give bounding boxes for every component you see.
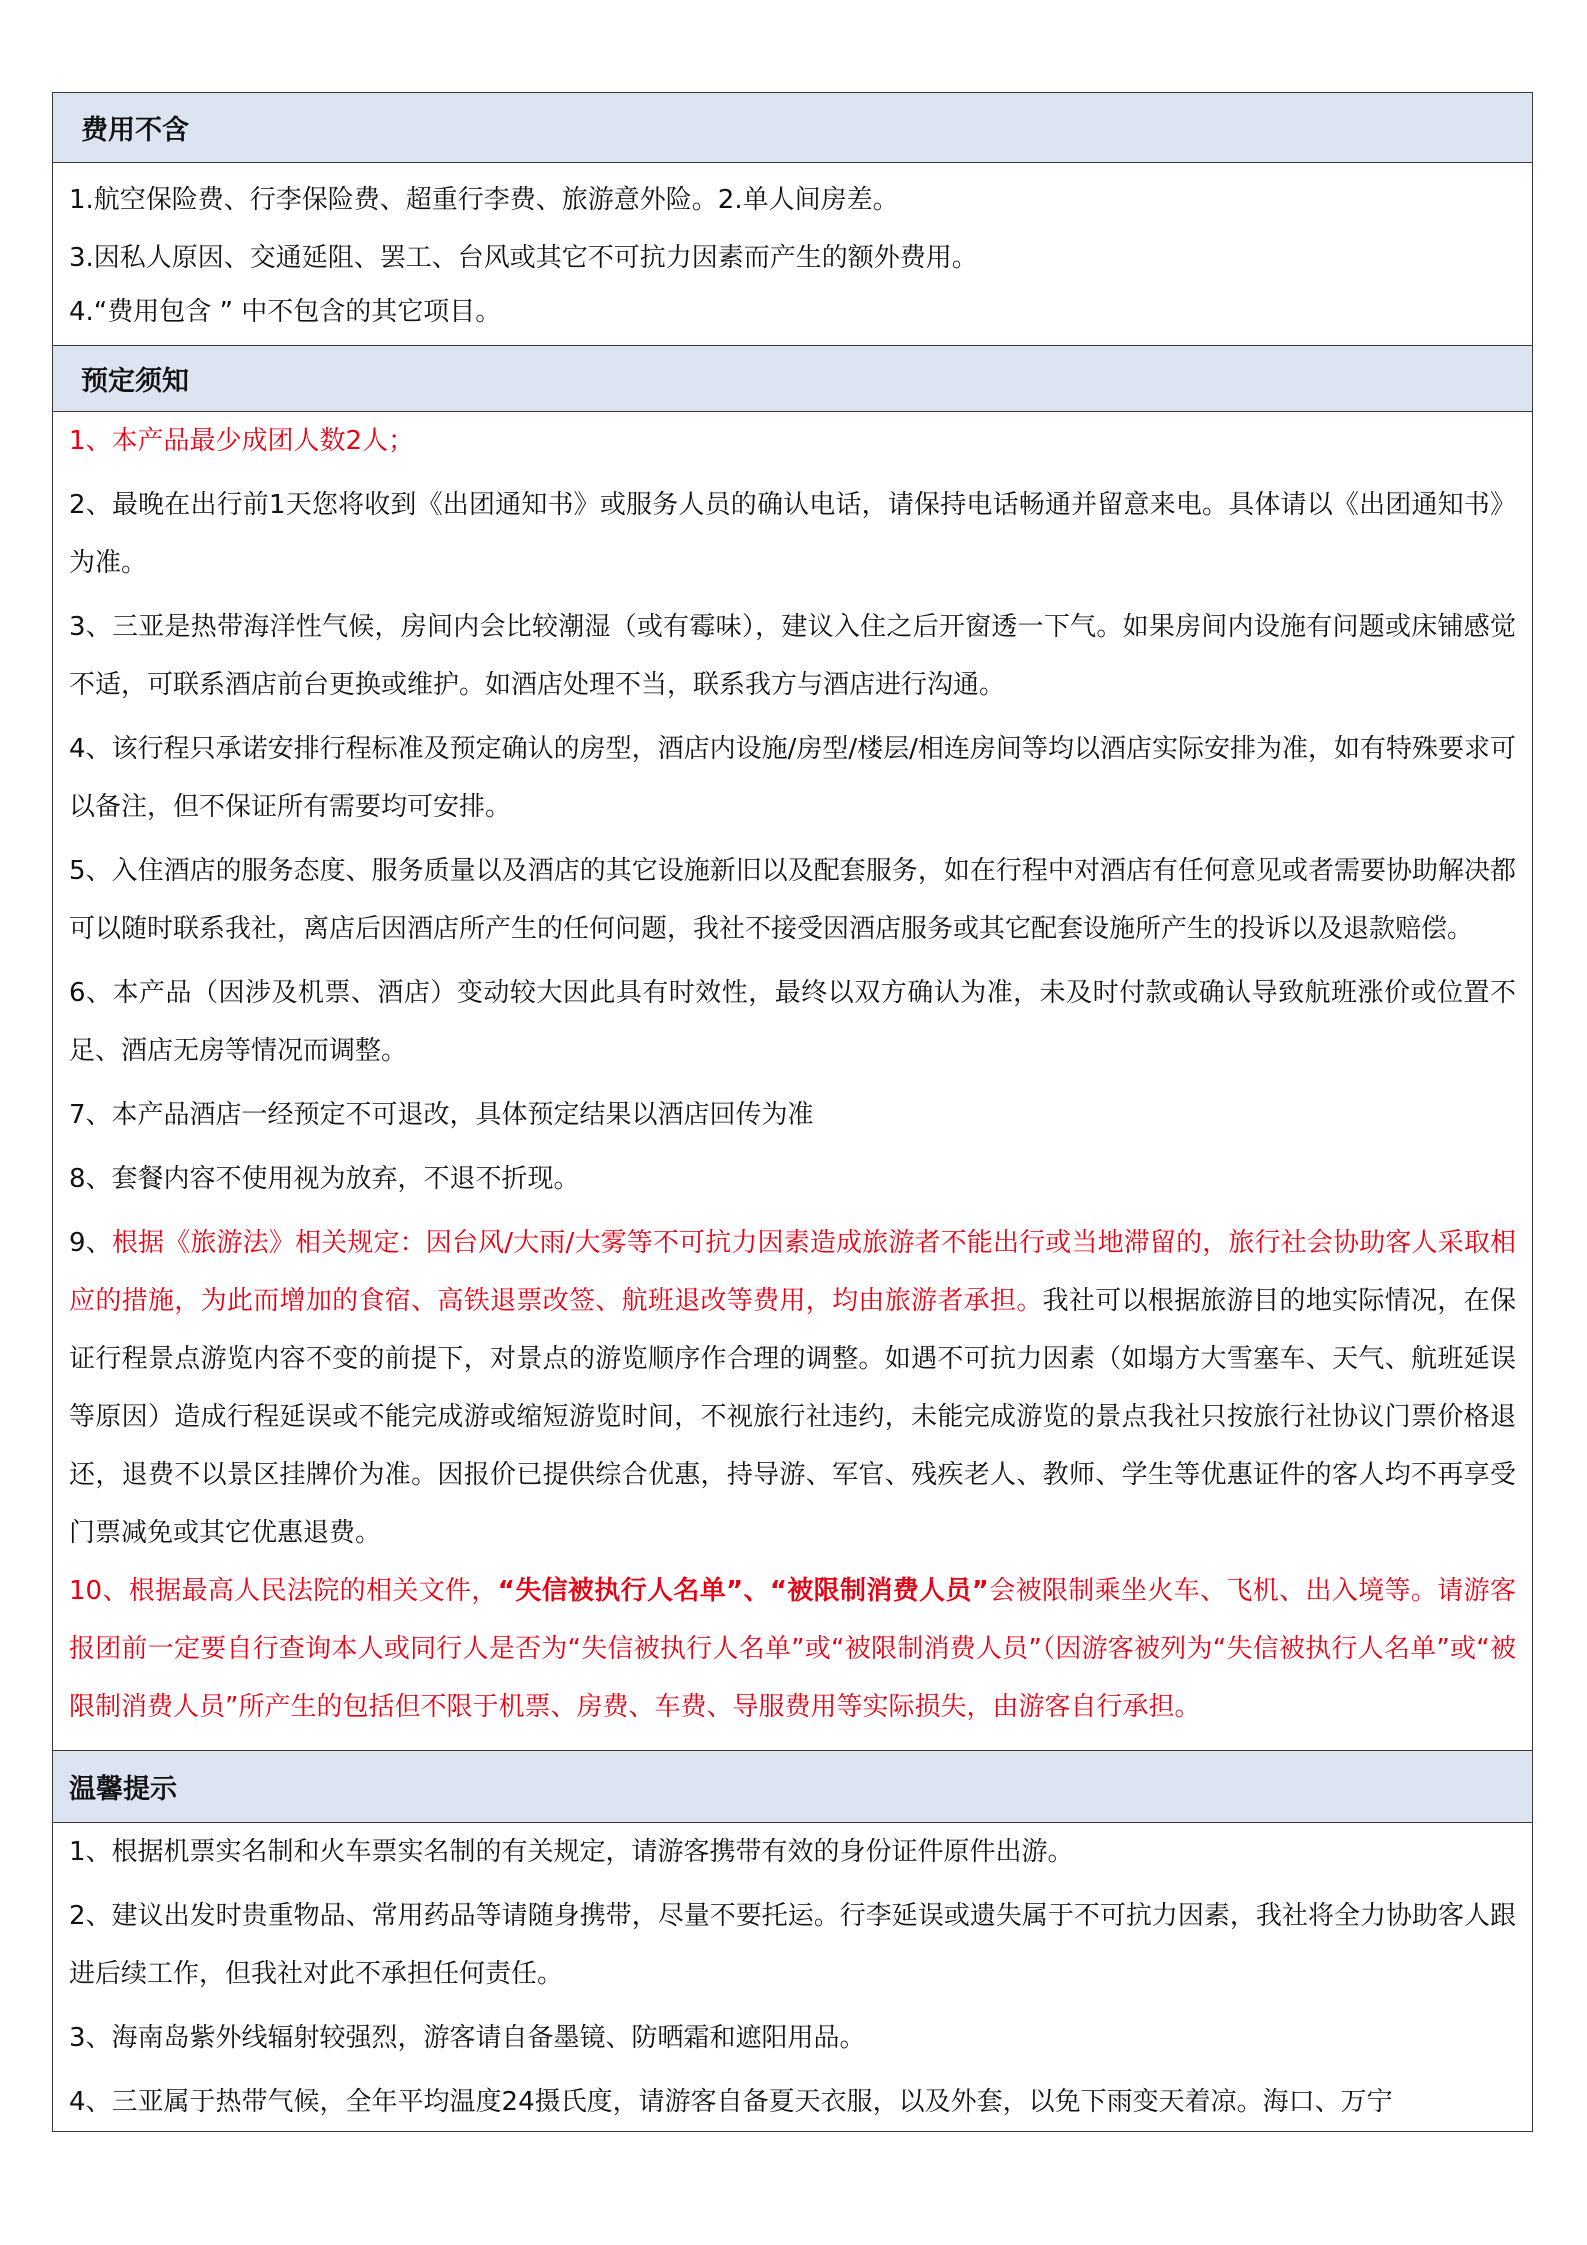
warm-tips-title: 温馨提示 (69, 1774, 177, 1805)
booking-item-5: 5、入住酒店的服务态度、服务质量以及酒店的其它设施新旧以及配套服务，如在行程中对酒店有任何意见或者需要协助解决都可以随时联系我社，离店后因酒店所产生的任何问题，我社不接受因酒店服务或其它配套设施所产生的投诉以及退款赔偿。 (69, 856, 1516, 944)
info-table (52, 92, 1533, 2132)
booking-item-10 (53, 1562, 1532, 1736)
booking-item-10-part1: 根据最高人民法院的相关文件， (128, 1576, 498, 1606)
booking-notice-header (53, 346, 1532, 412)
warm-tip-4: 4、三亚属于热带气候，全年平均温度24摄氏度，请游客自备夏天衣服，以及外套，以免下雨变天着凉。海口、万宁 (69, 2087, 1393, 2117)
booking-item-3: 3、三亚是热带海洋性气候，房间内会比较潮湿（或有霉味），建议入住之后开窗透一下气。如果房间内设施有问题或床铺感觉不适，可联系酒店前台更换或维护。如酒店处理不当，联系我方与酒店进行沟通。 (69, 612, 1516, 700)
booking-notice-body (53, 412, 1532, 1751)
booking-item-10-prefix: 10、 (69, 1576, 129, 1606)
fee-excluded-item: 1.航空保险费、行李保险费、超重行李费、旅游意外险。2.单人间房差。 (69, 185, 899, 215)
booking-notice-title: 预定须知 (81, 366, 189, 397)
booking-item-9-black: 我社可以根据旅游目的地实际情况，在保证行程景点游览内容不变的前提下，对景点的游览顺序作合理的调整。如遇不可抗力因素（如塌方大雪塞车、天气、航班延误等原因）造成行程延误或不能完成游或缩短游览时间，不视旅行社违约，未能完成游览的景点我社只按旅行社协议门票价格退还，退费不以景区挂牌价为准。因报价已提供综合优惠，持导游、军官、残疾老人、教师、学生等优惠证件的客人均不再享受门票减免或其它优惠退费。 (69, 1286, 1516, 1548)
booking-item-8: 8、套餐内容不使用视为放弃，不退不折现。 (69, 1164, 580, 1194)
warm-tips-header (53, 1751, 1532, 1823)
booking-item-10-part3: 会被限制乘坐火车、飞机、出入境等。请游客报团前一定要自行查询本人或同行人是否为“失信被执行人名单”或“被限制消费人员”（因游客被列为“失信被执行人名单”或“被限制消费人员”所产生的包括但不限于机票、房费、车费、导服费用等实际损失，由游客自行承担。 (69, 1576, 1516, 1722)
booking-item-7: 7、本产品酒店一经预定不可退改，具体预定结果以酒店回传为准 (69, 1100, 814, 1130)
booking-item-1: 1、本产品最少成团人数2人； (69, 426, 415, 456)
booking-item-6: 6、本产品（因涉及机票、酒店）变动较大因此具有时效性，最终以双方确认为准，未及时付款或确认导致航班涨价或位置不足、酒店无房等情况而调整。 (69, 978, 1516, 1066)
fee-excluded-item: 4.“费用包含 ” 中不包含的其它项目。 (69, 297, 502, 327)
warm-tip-3: 3、海南岛紫外线辐射较强烈，游客请自备墨镜、防晒霜和遮阳用品。 (69, 2023, 866, 2053)
fee-excluded-title: 费用不含 (81, 115, 189, 146)
booking-item-2: 2、最晚在出行前1天您将收到《出团通知书》或服务人员的确认电话，请保持电话畅通并留意来电。具体请以《出团通知书》为准。 (69, 490, 1516, 578)
warm-tips-body (53, 1823, 1532, 2132)
fee-excluded-body (53, 163, 1532, 346)
fee-excluded-header (53, 93, 1532, 163)
booking-item-4: 4、该行程只承诺安排行程标准及预定确认的房型，酒店内设施/房型/楼层/相连房间等均以酒店实际安排为准，如有特殊要求可以备注，但不保证所有需要均可安排。 (69, 734, 1516, 822)
warm-tip-1: 1、根据机票实名制和火车票实名制的有关规定，请游客携带有效的身份证件原件出游。 (69, 1837, 1074, 1867)
fee-excluded-item: 3.因私人原因、交通延阻、罢工、台风或其它不可抗力因素而产生的额外费用。 (69, 243, 978, 273)
booking-item-9-prefix: 9、 (69, 1228, 112, 1258)
booking-item-9-red: 根据《旅游法》相关规定：因台风/大雨/大雾等不可抗力因素造成旅游者不能出行或当地滞留的，旅行社会协助客人采取相应的措施，为此而增加的食宿、高铁退票改签、航班退改等费用，均由旅游者承担。 (69, 1228, 1516, 1316)
warm-tip-2: 2、建议出发时贵重物品、常用药品等请随身携带，尽量不要托运。行李延误或遗失属于不可抗力因素，我社将全力协助客人跟进后续工作，但我社对此不承担任何责任。 (69, 1901, 1516, 1989)
booking-item-10-part2: “失信被执行人名单”、“被限制消费人员” (497, 1576, 989, 1606)
booking-item-9 (53, 1214, 1532, 1562)
